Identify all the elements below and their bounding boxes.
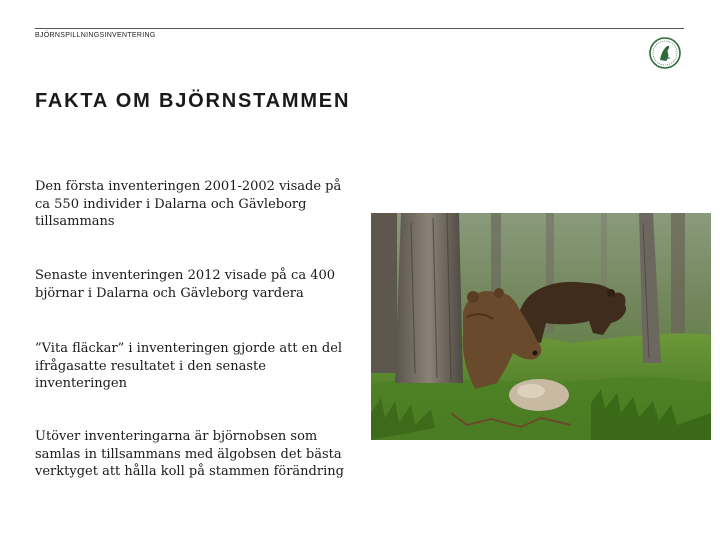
header-divider bbox=[35, 28, 684, 29]
fact-paragraph: Den första inventeringen 2001-2002 visade på ca 550 individer i Dalarna och Gävleborg tillsammans bbox=[35, 179, 342, 229]
slide-title: FAKTA OM BJÖRNSTAMMEN bbox=[35, 90, 351, 112]
header-kicker: BJÖRNSPILLNINGSINVENTERING bbox=[35, 32, 156, 39]
bears-in-forest-photo bbox=[371, 213, 711, 440]
fact-paragraph: ”Vita fläckar” i inventeringen gjorde att en del ifrågasatte resultatet i den senaste inventeringen bbox=[35, 341, 343, 391]
fact-paragraph: Utöver inventeringarna är björnobsen som samlas in tillsammans med älgobsen det bästa verktyget att hålla koll på stammen förändring bbox=[35, 429, 344, 479]
emblem-icon bbox=[648, 36, 682, 70]
fact-paragraph: Senaste inventeringen 2012 visade på ca 400 björnar i Dalarna och Gävleborg vardera bbox=[35, 268, 336, 301]
